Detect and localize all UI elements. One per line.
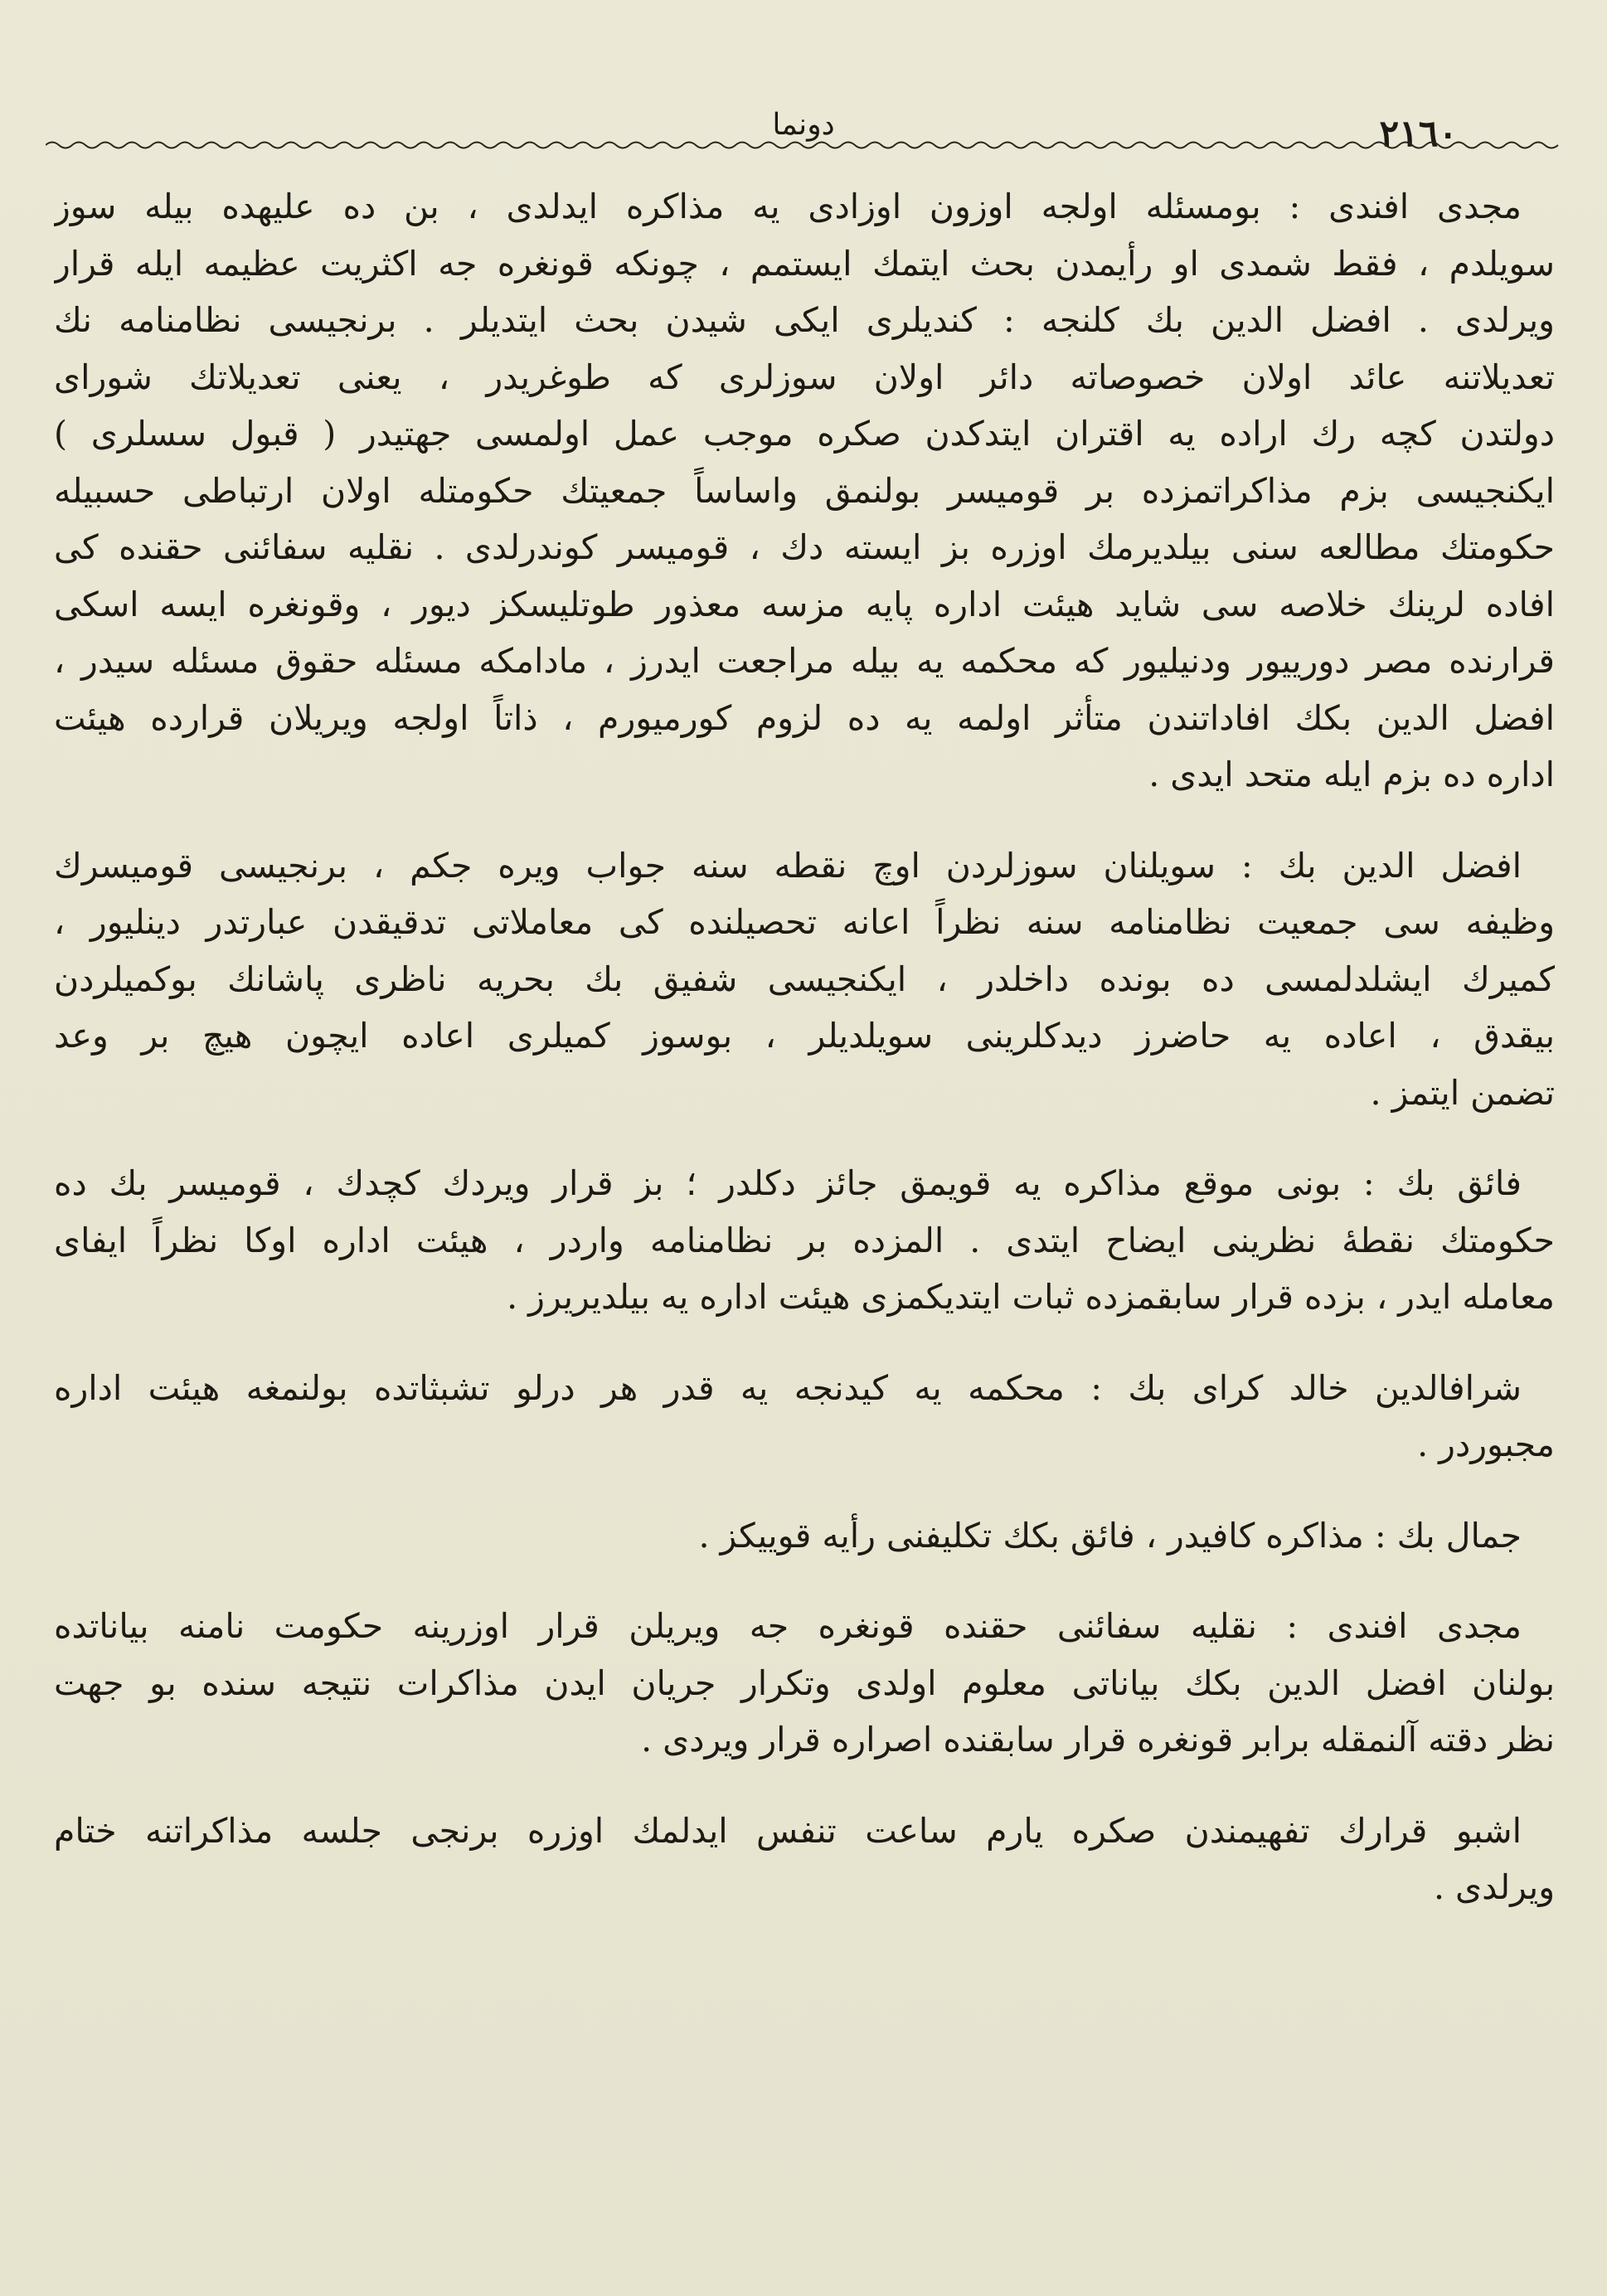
- text-line: ایکنجیسی بزم مذاکراتمزده بر قومیسر بولنمق واساساً جمعیتك حکومتله اولان ارتباطی حسبیله: [54, 470, 1555, 511]
- text-line: حکومتك مطالعه سنی بیلدیرمك اوزره بز ایسته دك ، قومیسر کوندرلدی . نقلیه سفائنی حقنده کی: [54, 527, 1555, 567]
- text-line: وظیفه سی جمعیت نظامنامه سنه نظراً اعانه تحصیلنده کی معاملاتی تدقیقدن عبارتدر دینلیور ،: [54, 902, 1555, 942]
- text-line: ویرلدی . افضل الدین بك کلنجه : کندیلری ایکی شیدن بحث ایتدیلر . برنجیسی نظامنامه نك: [54, 300, 1555, 340]
- text-line: معامله ایدر ، بزده قرار سابقمزده ثبات ایتدیکمزی هیئت اداره یه بیلدیریرز .: [507, 1277, 1555, 1317]
- text-line: افضل الدین بکك افاداتندن متأثر اولمه یه ده لزوم کورمیورم ، ذاتاً اولجه ویریلان قرارده هیئت: [54, 697, 1555, 738]
- text-line: دولتدن کچه رك اراده یه اقتران ایتدکدن صکره موجب عمل اولمسی جهتیدر ( قبول سسلری ): [54, 414, 1555, 454]
- text-line: ویرلدی .: [1433, 1867, 1555, 1907]
- text-line: تضمن ایتمز .: [1370, 1072, 1555, 1113]
- text-line: حکومتك نقطهٔ نظرینی ایضاح ایتدی . المزده بر نظامنامه واردر ، هیئت اداره اوکا نظراً ایفای: [54, 1220, 1555, 1260]
- text-line: افاده لرینك خلاصه سی شاید هیئت اداره پایه مزسه معذور طوتلیسکز دیور ، وقونغره ایسه اسکی: [54, 584, 1555, 624]
- paragraph: [54, 178, 1555, 819]
- text-line: بولنان افضل الدین بکك بیاناتی معلوم اولدی وتکرار جریان ایدن مذاکرات نتیجه سنده بو جهت: [54, 1663, 1555, 1703]
- text-line: نظر دقته آلنمقله برابر قونغره قرار سابقنده اصراره قرار ویردی .: [641, 1720, 1555, 1760]
- running-title: دونما: [772, 108, 835, 142]
- paragraph: [54, 1598, 1555, 1784]
- text-line: سویلدم ، فقط شمدی او رأیمدن بحث ایتمك ایستمم ، چونکه قونغره جه اکثریت عظیمه ایله قرار: [54, 243, 1555, 284]
- paragraph: [54, 1155, 1555, 1342]
- paragraph: [54, 1507, 1555, 1580]
- paragraph: [54, 1360, 1555, 1489]
- text-line: جمال بك : مذاکره کافیدر ، فائق بکك تکلیفنی رأیه قوییکز .: [698, 1515, 1522, 1556]
- text-line: افضل الدین بك : سویلنان سوزلردن اوچ نقطه سنه جواب ویره جکم ، برنجیسی قومیسرك: [54, 845, 1522, 886]
- text-line: مجبوردر .: [1417, 1425, 1555, 1464]
- text-line: کمیرك ایشلدلمسی ده بونده داخلدر ، ایکنجیسی شفیق بك بحریه ناظری پاشانك بوکمیلردن: [54, 959, 1555, 999]
- text-line: فائق بك : بونی موقع مذاکره یه قویمق جائز دکلدر ؛ بز قرار ویردك کچدك ، قومیسر بك ده: [54, 1163, 1522, 1203]
- text-line: مجدی افندی : بومسئله اولجه اوزون اوزادی یه مذاکره ایدلدی ، بن ده علیهده بیله سوز: [54, 187, 1522, 226]
- text-line: قرارنده مصر دورییور ودنیلیور که محکمه یه بیله مراجعت ایدرز ، مادامکه مسئله حقوق مسئله سیدر ،: [54, 641, 1555, 681]
- paragraph: [54, 1803, 1555, 1932]
- text-line: بیقدق ، اعاده یه حاضرز دیدکلرینی سویلدیلر ، بوسوز کمیلری اعاده ایچون هیچ بر وعد: [54, 1016, 1555, 1056]
- page-number: ٢١٦٠: [1379, 113, 1458, 155]
- text-line: مجدی افندی : نقلیه سفائنی حقنده قونغره جه ویریلن قرار اوزرینه حکومت نامنه بیاناتده: [54, 1606, 1522, 1646]
- text-line: شرافالدین خالد کرای بك : محکمه یه کیدنجه یه قدر هر درلو تشبثاتده بولنمغه هیئت اداره: [54, 1367, 1522, 1408]
- page-body: [54, 178, 1555, 1950]
- paragraph: [54, 837, 1555, 1138]
- text-line: اداره ده بزم ایله متحد ایدی .: [1148, 755, 1555, 794]
- header-rule: [46, 138, 1563, 153]
- text-line: تعدیلاتنه عائد اولان خصوصاته دائر اولان سوزلری که طوغریدر ، یعنی تعدیلاتك شورای: [54, 357, 1555, 397]
- text-line: اشبو قرارك تفهیمندن صکره یارم ساعت تنفس ایدلمك اوزره برنجی جلسه مذاکراتنه ختام: [54, 1810, 1522, 1851]
